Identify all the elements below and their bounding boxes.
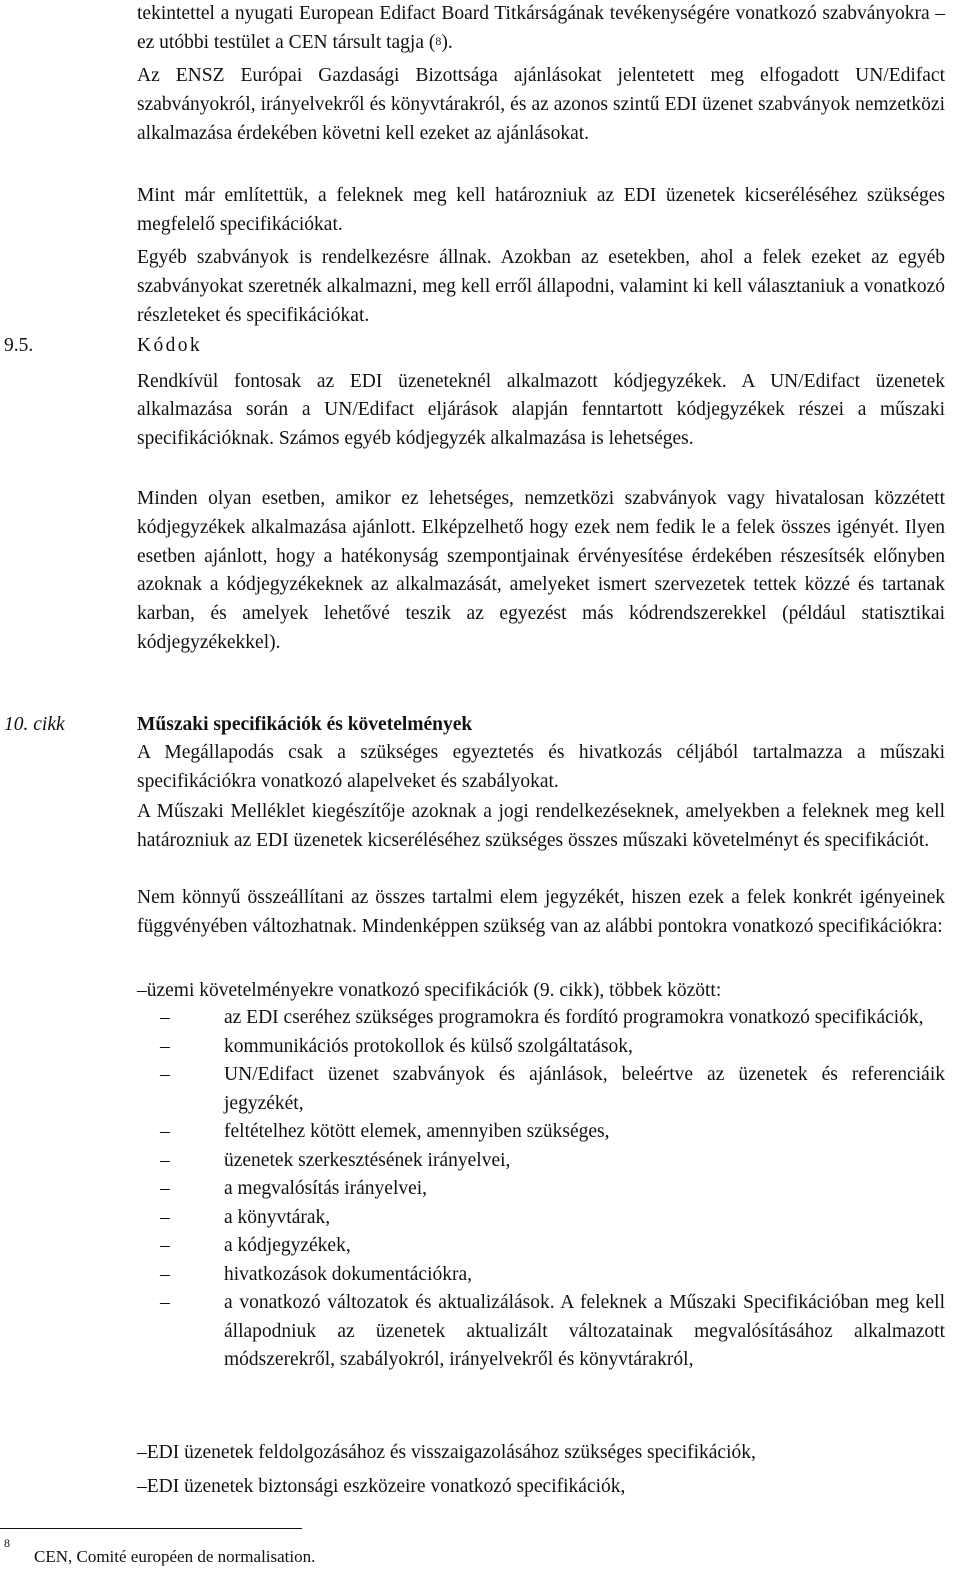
list-item-text: üzemi követelményekre vonatkozó specifikációk (9. cikk), többek között: [146,980,722,1001]
list-item-processing [137,1439,945,1468]
list-item-security [137,1473,945,1502]
paragraph-specifications: Mint már említettük, a feleknek meg kell határozniuk az EDI üzenetek kicseréléséhez szükséges megfelelő specifikációkat. [137,185,945,235]
dash-marker: – [160,1121,170,1142]
sub-list [0,1004,960,1375]
dash-marker: – [137,980,147,1001]
list-item [0,1232,960,1261]
dash-marker: – [160,1007,170,1028]
dash-marker: – [160,1263,170,1285]
list-item-text: EDI üzenetek biztonsági eszközeire vonatkozó specifikációk, [146,1476,626,1497]
footnote-text: CEN, Comité européen de normalisation. [34,1547,316,1566]
dash-marker: – [137,1476,147,1497]
dash-marker: – [160,1064,170,1085]
list-item [0,1261,960,1290]
list-item-text: a könyvtárak, [224,1206,331,1228]
paragraph-codes-recommendation: Minden olyan esetben, amikor ez lehetséges, nemzetközi szabványok vagy hivatalosan közzétett kódjegyzékek alkalmazása ajánlott. Elképzelhető hogy ezek nem fedik le a felek összes igényét. Ilyen esetben ajánlott, hogy a hatékonyság szempontjainak érvényesítése érdekében részesítsék előnyben azoknak a kódjegyzékeknek az alkalmazását, amelyeket ismert szervezetek tettek közzé és tartanak karban, és amelyek lehetővé teszik az egyezést más kódrendszerekkel (például statisztikai kódjegyzékekkel). [137,488,945,653]
dash-marker: – [160,1292,170,1313]
list-item [0,1118,960,1147]
dash-marker: – [137,1442,147,1463]
paragraph-other-standards: Egyéb szabványok is rendelkezésre állnak. Azokban az esetekben, ahol a felek ezeket az egyéb szabványokat szeretnék alkalmazni, meg kell erről állapodni, valamint ki kell választaniuk a vonatkozó részleteket és specifikációkat. [137,247,945,326]
dash-marker: – [160,1206,170,1228]
article-number: 10. cikk [4,714,65,735]
paragraph-agreement: A Megállapodás csak a szükséges egyeztetés és hivatkozás céljából tartalmazza a műszaki specifikációkra vonatkozó alapelveket és szabályokat. [137,742,945,792]
dash-marker: – [160,1178,170,1199]
list-item-text: hivatkozások dokumentációkra, [224,1263,473,1285]
footnote-number: 8 [4,1536,10,1550]
list-item-text: a kódjegyzékek, [224,1235,351,1256]
paragraph-un-ece: Az ENSZ Európai Gazdasági Bizottsága ajánlásokat jelentetett meg elfogadott UN/Edifact szabványokról, irányelvekről és könyvtárakról, és az azonos szintű EDI üzenet szabványok nemzetközi alkalmazása érdekében követni kell ezeket az ajánlásokat. [137,65,945,144]
list-item-text: EDI üzenetek feldolgozásához és visszaigazolásához szükséges specifikációk, [146,1442,756,1463]
section-title: Kódok [137,335,203,356]
list-item [0,1004,960,1033]
list-item-operational [137,977,945,1006]
dash-marker: – [160,1035,170,1057]
paragraph-codes-importance: Rendkívül fontosak az EDI üzeneteknél alkalmazott kódjegyzékek. A UN/Edifact üzenetek alkalmazása során a UN/Edifact eljárások alapján fenntartott kódjegyzékek részei a műszaki specifikációknak. Számos egyéb kódjegyzék alkalmazása is lehetséges. [137,371,945,449]
list-item-text: a megvalósítás irányelvei, [224,1178,428,1199]
list-item-text: az EDI cseréhez szükséges programokra és fordító programokra vonatkozó specifikációk, [224,1007,924,1028]
list-item [0,1147,960,1176]
list-item [0,1061,960,1118]
footnote-reference: 8 [435,33,442,48]
list-item-text: a vonatkozó változatok és aktualizálások. A feleknek a Műszaki Specifikációban meg kell állapodniuk az üzenetek aktualizált változatainak megvalósításához alkalmazott módszerekről, szabályokról, irányelvekről és könyvtárakról, [224,1292,945,1370]
list-item-text: feltételhez kötött elemek, amennyiben szükséges, [224,1121,610,1142]
dash-marker: – [160,1149,170,1171]
list-item-text: üzenetek szerkesztésének irányelvei, [224,1149,511,1171]
list-item [0,1033,960,1062]
list-item-text: UN/Edifact üzenet szabványok és ajánlások, beleértve az üzenetek és referenciáik jegyzékét, [224,1064,945,1114]
list-item-text: kommunikációs protokollok és külső szolgáltatások, [224,1035,633,1057]
list-item [0,1175,960,1204]
paragraph-content-elements: Nem könnyű összeállítani az összes tartalmi elem jegyzékét, hiszen ezek a felek konkrét igényeinek függvényében változhatnak. Mindenképpen szükség van az alábbi pontokra vonatkozó specifikációkra: [137,887,945,937]
paragraph-text: tekintettel a nyugati European Edifact Board Titkárságának tevékenységére vonatkozó szabványokra – ez utóbbi testület a CEN társult tagja ( [137,3,945,53]
paragraph-technical-annex: A Műszaki Melléklet kiegészítője azoknak a jogi rendelkezéseknek, amelyekben a feleknek meg kell határozniuk az EDI üzenetek kicseréléséhez szükséges összes műszaki követelményt és specifikációt. [137,801,945,851]
list-item [0,1289,960,1375]
dash-marker: – [160,1235,170,1256]
footnote-separator [0,1528,302,1529]
list-item [0,1204,960,1233]
paragraph-text-end: ). [441,31,453,53]
section-number: 9.5. [4,335,34,356]
paragraph-edifact-board [137,0,945,58]
article-title: Műszaki specifikációk és követelmények [137,714,473,735]
